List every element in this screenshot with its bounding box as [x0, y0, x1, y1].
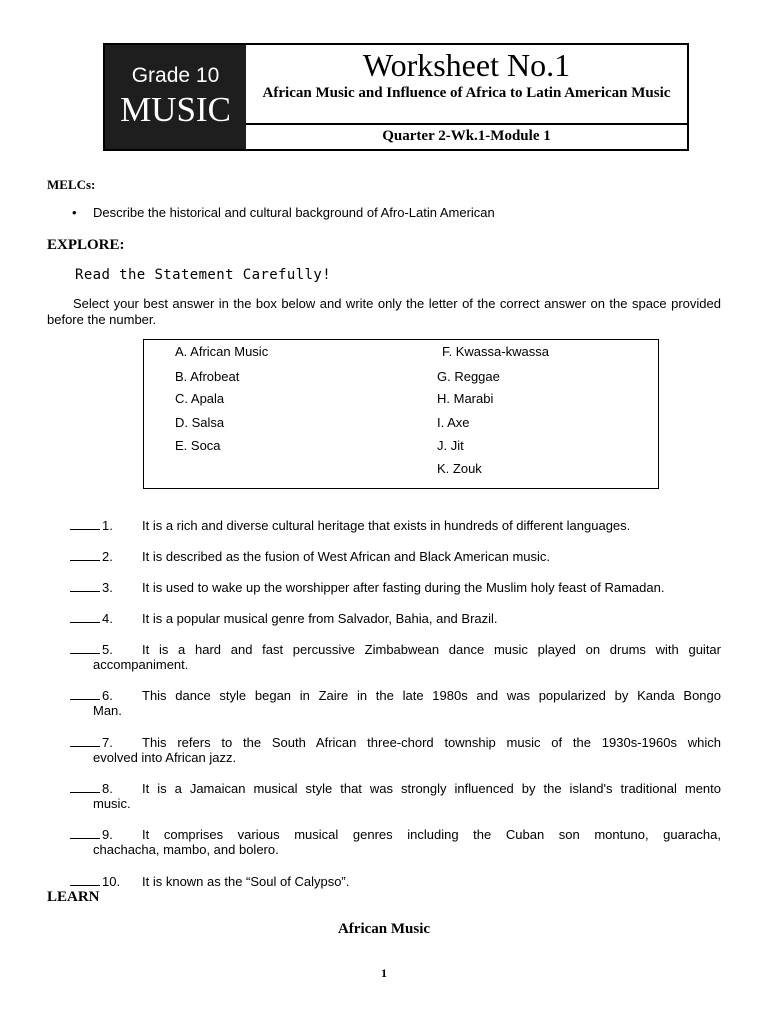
question-text-cont: accompaniment.	[93, 657, 189, 672]
question-item: 1. It is a rich and diverse cultural heritage that exists in hundreds of different languages.	[70, 518, 721, 533]
question-text: It is a Jamaican musical style that was strongly influenced by the island's traditional mento	[142, 781, 721, 796]
question-text: It is known as the “Soul of Calypso”.	[142, 874, 350, 889]
choice-a: A. African Music	[175, 344, 269, 359]
worksheet-subtitle: African Music and Influence of Africa to Latin American Music	[262, 85, 671, 101]
bullet-icon: •	[72, 205, 77, 220]
choice-i: I. Axe	[437, 415, 470, 430]
question-text: It is described as the fusion of West African and Black American music.	[142, 549, 551, 564]
section-title: African Music	[337, 921, 431, 937]
read-instruction: Read the Statement Carefully!	[75, 267, 332, 283]
header-divider	[246, 123, 687, 125]
question-text-cont: music.	[93, 796, 131, 811]
quarter-label: Quarter 2-Wk.1-Module 1	[382, 128, 551, 144]
question-item: 2. It is described as the fusion of West African and Black American music.	[70, 549, 721, 564]
question-item: 10. It is known as the “Soul of Calypso”.	[70, 874, 721, 889]
question-item: 9. It comprises various musical genres including the Cuban son montuno, guaracha, chachacha, mambo, and bolero.	[70, 827, 721, 857]
answer-blank[interactable]	[70, 688, 100, 700]
answer-choices-box	[143, 339, 659, 489]
subject-label: MUSIC	[120, 90, 231, 129]
choice-f: F. Kwassa-kwassa	[442, 344, 549, 359]
answer-blank[interactable]	[70, 642, 100, 654]
answer-blank[interactable]	[70, 781, 100, 793]
question-text-cont: chachacha, mambo, and bolero.	[93, 842, 279, 857]
question-item: 5. It is a hard and fast percussive Zimbabwean dance music played on drums with guitar accompaniment.	[70, 642, 721, 672]
question-text-cont: Man.	[93, 703, 122, 718]
melcs-heading: MELCs:	[47, 177, 96, 192]
question-text: This refers to the South African three-chord township music of the 1930s-1960s which	[142, 735, 721, 750]
answer-blank[interactable]	[70, 827, 100, 839]
melc-item: Describe the historical and cultural background of Afro-Latin American	[93, 205, 495, 220]
choice-k: K. Zouk	[437, 461, 482, 476]
choice-e: E. Soca	[175, 438, 221, 453]
instructions: Select your best answer in the box below and write only the letter of the correct answer on the space provided before the number.	[47, 296, 721, 327]
question-item: 4. It is a popular musical genre from Salvador, Bahia, and Brazil.	[70, 611, 721, 626]
worksheet-title: Worksheet No.1	[362, 47, 571, 83]
answer-blank[interactable]	[70, 549, 100, 561]
learn-heading: LEARN	[47, 889, 100, 905]
choice-j: J. Jit	[437, 438, 464, 453]
choice-h: H. Marabi	[437, 391, 494, 406]
explore-heading: EXPLORE:	[47, 237, 125, 253]
question-item: 8. It is a Jamaican musical style that was strongly influenced by the island's traditional mento music.	[70, 781, 721, 811]
question-text: It is a popular musical genre from Salvador, Bahia, and Brazil.	[142, 611, 498, 626]
answer-blank[interactable]	[70, 874, 100, 886]
question-item: 7. This refers to the South African three-chord township music of the 1930s-1960s which evolved into African jazz.	[70, 735, 721, 765]
choice-d: D. Salsa	[175, 415, 225, 430]
answer-blank[interactable]	[70, 735, 100, 747]
grade-block	[105, 45, 246, 149]
choice-g: G. Reggae	[437, 369, 500, 384]
title-block	[246, 45, 687, 149]
worksheet-header	[103, 43, 689, 151]
answer-blank[interactable]	[70, 518, 100, 530]
choice-b: B. Afrobeat	[175, 369, 240, 384]
question-text: It is a rich and diverse cultural heritage that exists in hundreds of different languages.	[142, 518, 631, 533]
question-text-cont: evolved into African jazz.	[93, 750, 237, 765]
answer-blank[interactable]	[70, 611, 100, 623]
choice-c: C. Apala	[175, 391, 225, 406]
question-item: 6. This dance style began in Zaire in the late 1980s and was popularized by Kanda Bongo Man.	[70, 688, 721, 718]
question-text: It comprises various musical genres including the Cuban son montuno, guaracha,	[142, 827, 721, 842]
question-text: This dance style began in Zaire in the late 1980s and was popularized by Kanda Bongo	[142, 688, 721, 703]
grade-label: Grade 10	[131, 64, 220, 87]
answer-blank[interactable]	[70, 580, 100, 592]
question-item: 3. It is used to wake up the worshipper after fasting during the Muslim holy feast of Ramadan.	[70, 580, 721, 595]
question-text: It is a hard and fast percussive Zimbabwean dance music played on drums with guitar	[142, 642, 721, 657]
page-number: 1	[381, 966, 387, 980]
question-text: It is used to wake up the worshipper after fasting during the Muslim holy feast of Ramadan.	[142, 580, 665, 595]
